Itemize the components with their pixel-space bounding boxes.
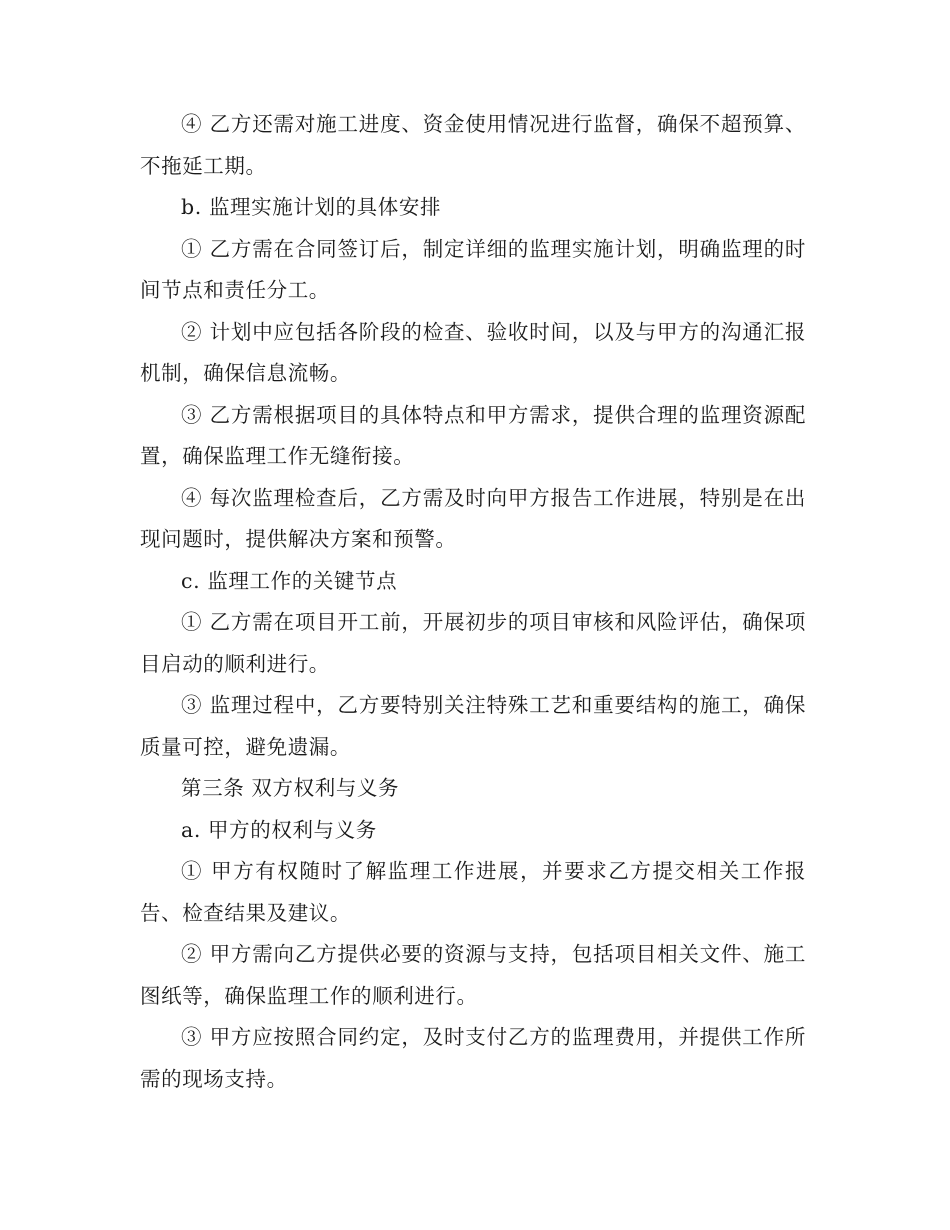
section-heading-b-plan: b. 监理实施计划的具体安排 bbox=[181, 195, 442, 219]
paragraph-resource-allocation: ③ 乙方需根据项目的具体特点和甲方需求，提供合理的监理资源配置，确保监理工作无缝衔接。 bbox=[140, 402, 806, 468]
section-heading-c-key-nodes: c. 监理工作的关键节点 bbox=[181, 568, 398, 593]
paragraph-special-process-focus: ③ 监理过程中，乙方要特别关注特殊工艺和重要结构的施工，确保质量可控，避免遗漏。 bbox=[140, 693, 806, 759]
paragraph-party-a-payment: ③ 甲方应按照合同约定，及时支付乙方的监理费用，并提供工作所需的现场支持。 bbox=[140, 1025, 806, 1091]
paragraph-plan-inspection-schedule: ② 计划中应包括各阶段的检查、验收时间，以及与甲方的沟通汇报机制，确保信息流畅。 bbox=[140, 319, 806, 385]
paragraph-supervise-progress-funds: ④ 乙方还需对施工进度、资金使用情况进行监督，确保不超预算、不拖延工期。 bbox=[140, 112, 806, 178]
paragraph-report-after-inspection: ④ 每次监理检查后，乙方需及时向甲方报告工作进展，特别是在出现问题时，提供解决方案和预警。 bbox=[140, 485, 806, 551]
section-heading-a-party-a: a. 甲方的权利与义务 bbox=[181, 817, 377, 842]
paragraph-party-a-right-to-know: ① 甲方有权随时了解监理工作进展，并要求乙方提交相关工作报告、检查结果及建议。 bbox=[140, 859, 806, 925]
article-heading-rights-obligations: 第三条 双方权利与义务 bbox=[181, 776, 400, 800]
paragraph-pre-construction-review: ① 乙方需在项目开工前，开展初步的项目审核和风险评估，确保项目启动的顺利进行。 bbox=[140, 610, 806, 676]
paragraph-party-a-provide-resources: ② 甲方需向乙方提供必要的资源与支持，包括项目相关文件、施工图纸等，确保监理工作的顺利进行。 bbox=[140, 942, 806, 1008]
document-body bbox=[140, 104, 806, 1100]
paragraph-plan-after-signing: ① 乙方需在合同签订后，制定详细的监理实施计划，明确监理的时间节点和责任分工。 bbox=[140, 236, 806, 302]
